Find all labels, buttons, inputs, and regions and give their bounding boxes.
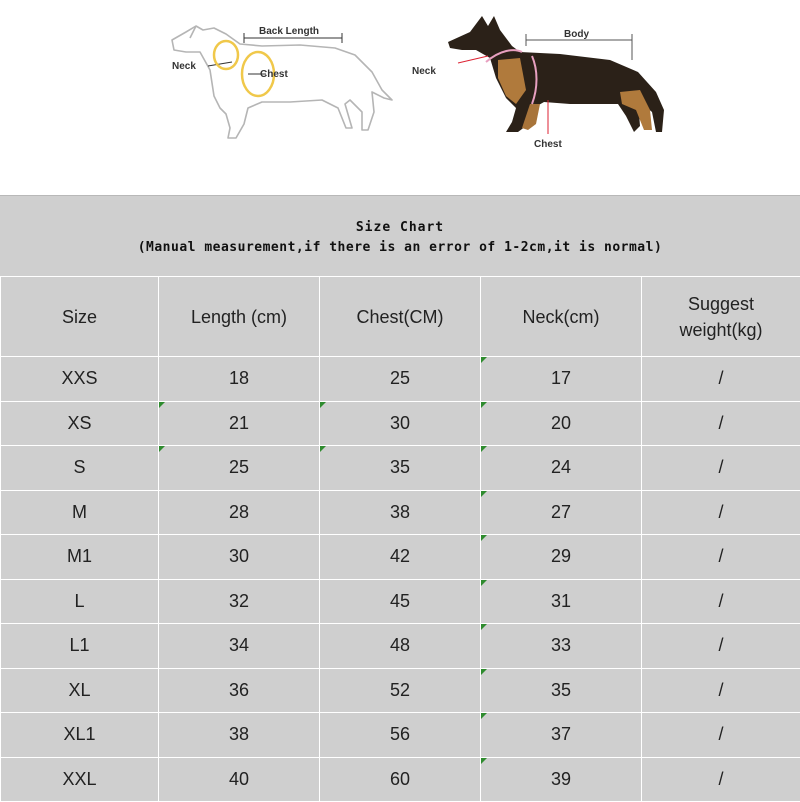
cell-chest: 30 <box>320 401 481 446</box>
cell-chest: 52 <box>320 668 481 713</box>
cell-length: 40 <box>159 757 320 802</box>
cell-chest: 60 <box>320 757 481 802</box>
chart-header <box>0 196 800 276</box>
label-body: Body <box>564 29 589 40</box>
cell-size: L1 <box>1 624 159 669</box>
cell-length: 28 <box>159 490 320 535</box>
cell-chest: 25 <box>320 357 481 402</box>
cell-neck: 37 <box>481 713 642 758</box>
measurement-diagram <box>0 0 800 195</box>
cell-weight: / <box>642 579 800 624</box>
table-row <box>1 713 800 758</box>
cell-length: 25 <box>159 446 320 491</box>
cell-neck: 20 <box>481 401 642 446</box>
cell-weight: / <box>642 357 800 402</box>
table-row <box>1 668 800 713</box>
col-header-length: Length (cm) <box>159 277 320 357</box>
cell-size: L <box>1 579 159 624</box>
table-row <box>1 490 800 535</box>
cell-size: XXL <box>1 757 159 802</box>
table-row <box>1 446 800 491</box>
cell-neck: 33 <box>481 624 642 669</box>
cell-size: M1 <box>1 535 159 580</box>
cell-length: 36 <box>159 668 320 713</box>
cell-neck: 24 <box>481 446 642 491</box>
cell-weight: / <box>642 624 800 669</box>
dog-diagrams <box>0 0 800 195</box>
cell-length: 18 <box>159 357 320 402</box>
cell-chest: 45 <box>320 579 481 624</box>
col-header-chest: Chest(CM) <box>320 277 481 357</box>
cell-neck: 29 <box>481 535 642 580</box>
col-header-weight: Suggest weight(kg) <box>642 277 800 357</box>
cell-neck: 35 <box>481 668 642 713</box>
table-row <box>1 535 800 580</box>
table-row <box>1 757 800 802</box>
cell-weight: / <box>642 446 800 491</box>
col-header-size: Size <box>1 277 159 357</box>
cell-length: 38 <box>159 713 320 758</box>
table-row <box>1 579 800 624</box>
cell-size: S <box>1 446 159 491</box>
table-row <box>1 357 800 402</box>
chart-title: Size Chart <box>0 218 800 238</box>
cell-length: 30 <box>159 535 320 580</box>
cell-chest: 42 <box>320 535 481 580</box>
label-neck-right: Neck <box>412 66 436 77</box>
cell-length: 32 <box>159 579 320 624</box>
cell-weight: / <box>642 401 800 446</box>
shepherd-dog-illustration <box>448 16 664 132</box>
cell-chest: 56 <box>320 713 481 758</box>
label-neck-left: Neck <box>172 61 196 72</box>
cell-size: XXS <box>1 357 159 402</box>
cell-size: XL1 <box>1 713 159 758</box>
cell-size: XL <box>1 668 159 713</box>
cell-chest: 38 <box>320 490 481 535</box>
cell-chest: 35 <box>320 446 481 491</box>
cell-length: 34 <box>159 624 320 669</box>
cell-weight: / <box>642 490 800 535</box>
size-chart <box>0 195 800 801</box>
cell-size: M <box>1 490 159 535</box>
cell-neck: 31 <box>481 579 642 624</box>
cell-length: 21 <box>159 401 320 446</box>
cell-weight: / <box>642 757 800 802</box>
cell-neck: 17 <box>481 357 642 402</box>
label-back-length: Back Length <box>259 26 319 37</box>
table-header-row <box>1 277 800 357</box>
outline-dog-illustration <box>172 26 392 138</box>
chart-subtitle: (Manual measurement,if there is an error of 1-2cm,it is normal) <box>0 238 800 258</box>
cell-neck: 27 <box>481 490 642 535</box>
cell-weight: / <box>642 668 800 713</box>
table-row <box>1 624 800 669</box>
label-chest-right: Chest <box>534 139 562 150</box>
cell-size: XS <box>1 401 159 446</box>
table-row <box>1 401 800 446</box>
cell-chest: 48 <box>320 624 481 669</box>
cell-weight: / <box>642 535 800 580</box>
cell-weight: / <box>642 713 800 758</box>
label-chest-left: Chest <box>260 69 288 80</box>
size-table <box>0 276 800 802</box>
cell-neck: 39 <box>481 757 642 802</box>
col-header-neck: Neck(cm) <box>481 277 642 357</box>
